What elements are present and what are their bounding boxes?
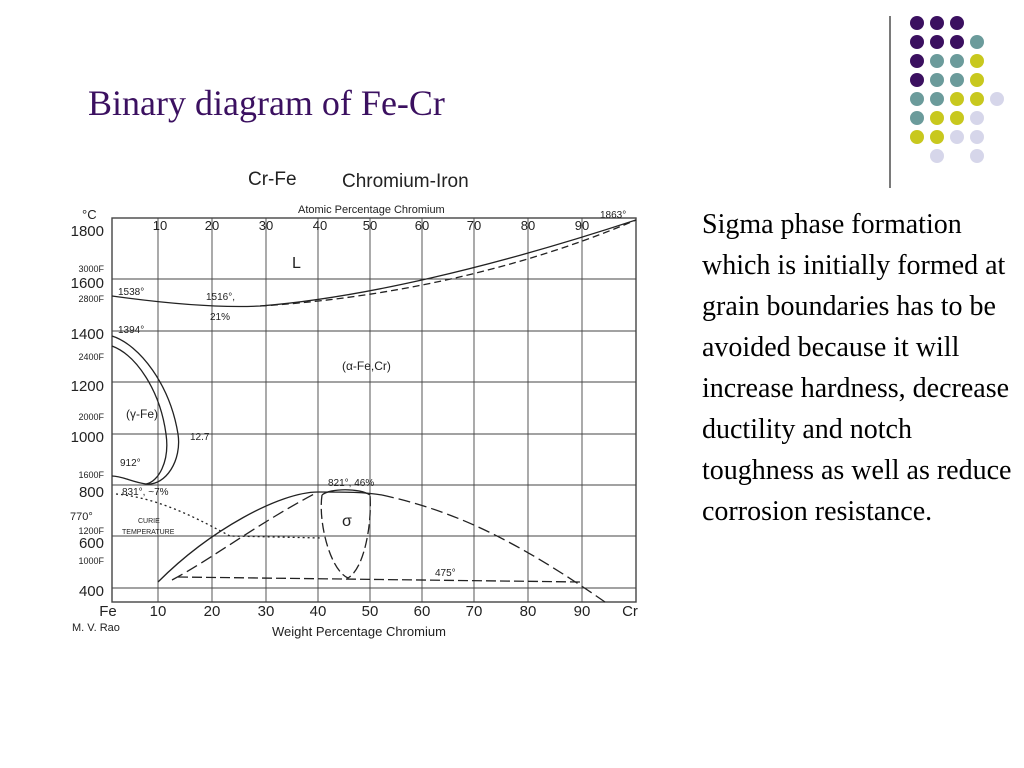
gamma-loop-label: 12.7	[190, 432, 210, 443]
decorative-dot	[950, 130, 964, 144]
decorative-dot	[910, 92, 924, 106]
decorative-dot	[970, 149, 984, 163]
sigma-max-label: 821°, 46%	[328, 478, 375, 489]
bottom-tick-label: Fe	[99, 603, 117, 620]
decorative-dot	[910, 35, 924, 49]
eutectoid-label: 475°	[435, 568, 456, 579]
bottom-tick-label: 60	[413, 603, 431, 620]
top-tick-label: 40	[312, 218, 328, 233]
in-plot-labels	[118, 210, 626, 579]
top-axis-label: Atomic Percentage Chromium	[298, 204, 445, 216]
decorative-dot	[910, 73, 924, 87]
bottom-tick-label: 10	[149, 603, 167, 620]
left-tick-label-f: 1600F	[78, 470, 104, 480]
curie-label-2: TEMPERATURE	[122, 529, 175, 536]
decorative-dot	[950, 73, 964, 87]
bottom-tick-label: 50	[361, 603, 379, 620]
bottom-tick-label: 90	[573, 603, 591, 620]
diagram-header-name: Chromium-Iron	[342, 171, 469, 192]
left-tick-label-f: 2800F	[78, 294, 104, 304]
left-tick-label-f: 3000F	[78, 264, 104, 274]
decorative-dot	[950, 16, 964, 30]
decorative-dot	[950, 92, 964, 106]
top-tick-label: 30	[258, 218, 274, 233]
top-tick-label: 70	[466, 218, 482, 233]
left-tick-label-c: 600	[78, 535, 104, 552]
curie-point-label: 831°, ~7%	[122, 487, 169, 498]
author-label: M. V. Rao	[72, 622, 120, 634]
bottom-tick-label: Cr	[622, 603, 638, 620]
body-text: Sigma phase formation which is initially formed at grain boundaries has to be avoided because it will increase hardness, decrease ductility and notch toughness as well as reduce corrosion resistance.	[702, 209, 1012, 527]
left-tick-label-c: 400	[78, 583, 104, 600]
gamma-label: (γ-Fe)	[126, 407, 158, 421]
decorative-dot	[910, 111, 924, 125]
bottom-axis-label: Weight Percentage Chromium	[272, 624, 446, 639]
decorative-dot	[950, 111, 964, 125]
left-tick-label-c: 1800	[70, 223, 104, 240]
cr-melt-label: 1863°	[600, 210, 627, 221]
decorative-dot	[970, 73, 984, 87]
min-melt-temp-label: 1516°,	[206, 292, 236, 303]
decorative-dot	[970, 92, 984, 106]
decorative-dot	[930, 35, 944, 49]
top-tick-label: 80	[520, 218, 536, 233]
eutectoid-line	[178, 577, 582, 582]
bottom-tick-label: 70	[465, 603, 483, 620]
sigma-pocket	[321, 495, 370, 578]
gamma-alpha-fe-label: 1394°	[118, 325, 145, 336]
alpha-label: (α-Fe,Cr)	[342, 359, 391, 373]
decorative-dot	[990, 92, 1004, 106]
diagram-header-formula: Cr-Fe	[248, 169, 297, 190]
sigma-dome-right	[382, 495, 605, 602]
bottom-tick-labels	[99, 603, 638, 620]
decorative-dot	[930, 149, 944, 163]
decorative-dot	[930, 54, 944, 68]
phase-boundaries	[112, 220, 636, 602]
curie-label-1: CURIE	[138, 518, 160, 525]
bottom-tick-label: 30	[257, 603, 275, 620]
plot-frame	[112, 218, 636, 602]
decorative-dot	[970, 54, 984, 68]
bottom-tick-label: 20	[203, 603, 221, 620]
decorative-dot	[970, 111, 984, 125]
top-tick-labels	[153, 218, 589, 233]
decorative-dot	[910, 16, 924, 30]
left-tick-label-c: 1200	[70, 378, 104, 395]
decorative-dot	[970, 130, 984, 144]
decorative-dot	[950, 35, 964, 49]
left-tick-label-c: 1400	[70, 326, 104, 343]
top-tick-label: 10	[152, 218, 168, 233]
min-melt-pct-label: 21%	[210, 312, 231, 323]
left-tick-label-c: 1600	[70, 275, 104, 292]
decorative-dot	[930, 111, 944, 125]
vertical-divider	[889, 16, 891, 188]
decorative-dot	[930, 73, 944, 87]
decorative-dot	[930, 130, 944, 144]
decorative-dot	[930, 92, 944, 106]
top-tick-label: 50	[362, 218, 378, 233]
alpha-gamma-fe-label: 912°	[120, 458, 141, 469]
fe-melt-label: 1538°	[118, 287, 145, 298]
decorative-dot	[930, 16, 944, 30]
sigma-label: σ	[342, 513, 352, 530]
top-tick-label: 90	[574, 218, 590, 233]
bottom-tick-label: 80	[519, 603, 537, 620]
left-tick-label-c: 800	[78, 484, 104, 501]
fe-cr-phase-diagram	[60, 150, 650, 650]
decorative-dot	[910, 54, 924, 68]
left-tick-label-f: 1200F	[78, 526, 104, 536]
left-unit: °C	[82, 207, 97, 222]
left-tick-label-f: 2400F	[78, 352, 104, 362]
decorative-dot	[970, 35, 984, 49]
top-tick-label: 20	[204, 218, 220, 233]
left-tick-label-c: 1000	[70, 429, 104, 446]
bottom-tick-label: 40	[309, 603, 327, 620]
liquid-label: L	[292, 255, 301, 272]
grid	[112, 218, 636, 602]
decorative-dot	[910, 130, 924, 144]
left-tick-label-f: 1000F	[78, 556, 104, 566]
slide-title: Binary diagram of Fe-Cr	[88, 83, 445, 123]
top-tick-label: 60	[414, 218, 430, 233]
decorative-dot	[950, 54, 964, 68]
left-tick-label-f: 2000F	[78, 412, 104, 422]
left-extra-label: 770°	[70, 511, 93, 523]
